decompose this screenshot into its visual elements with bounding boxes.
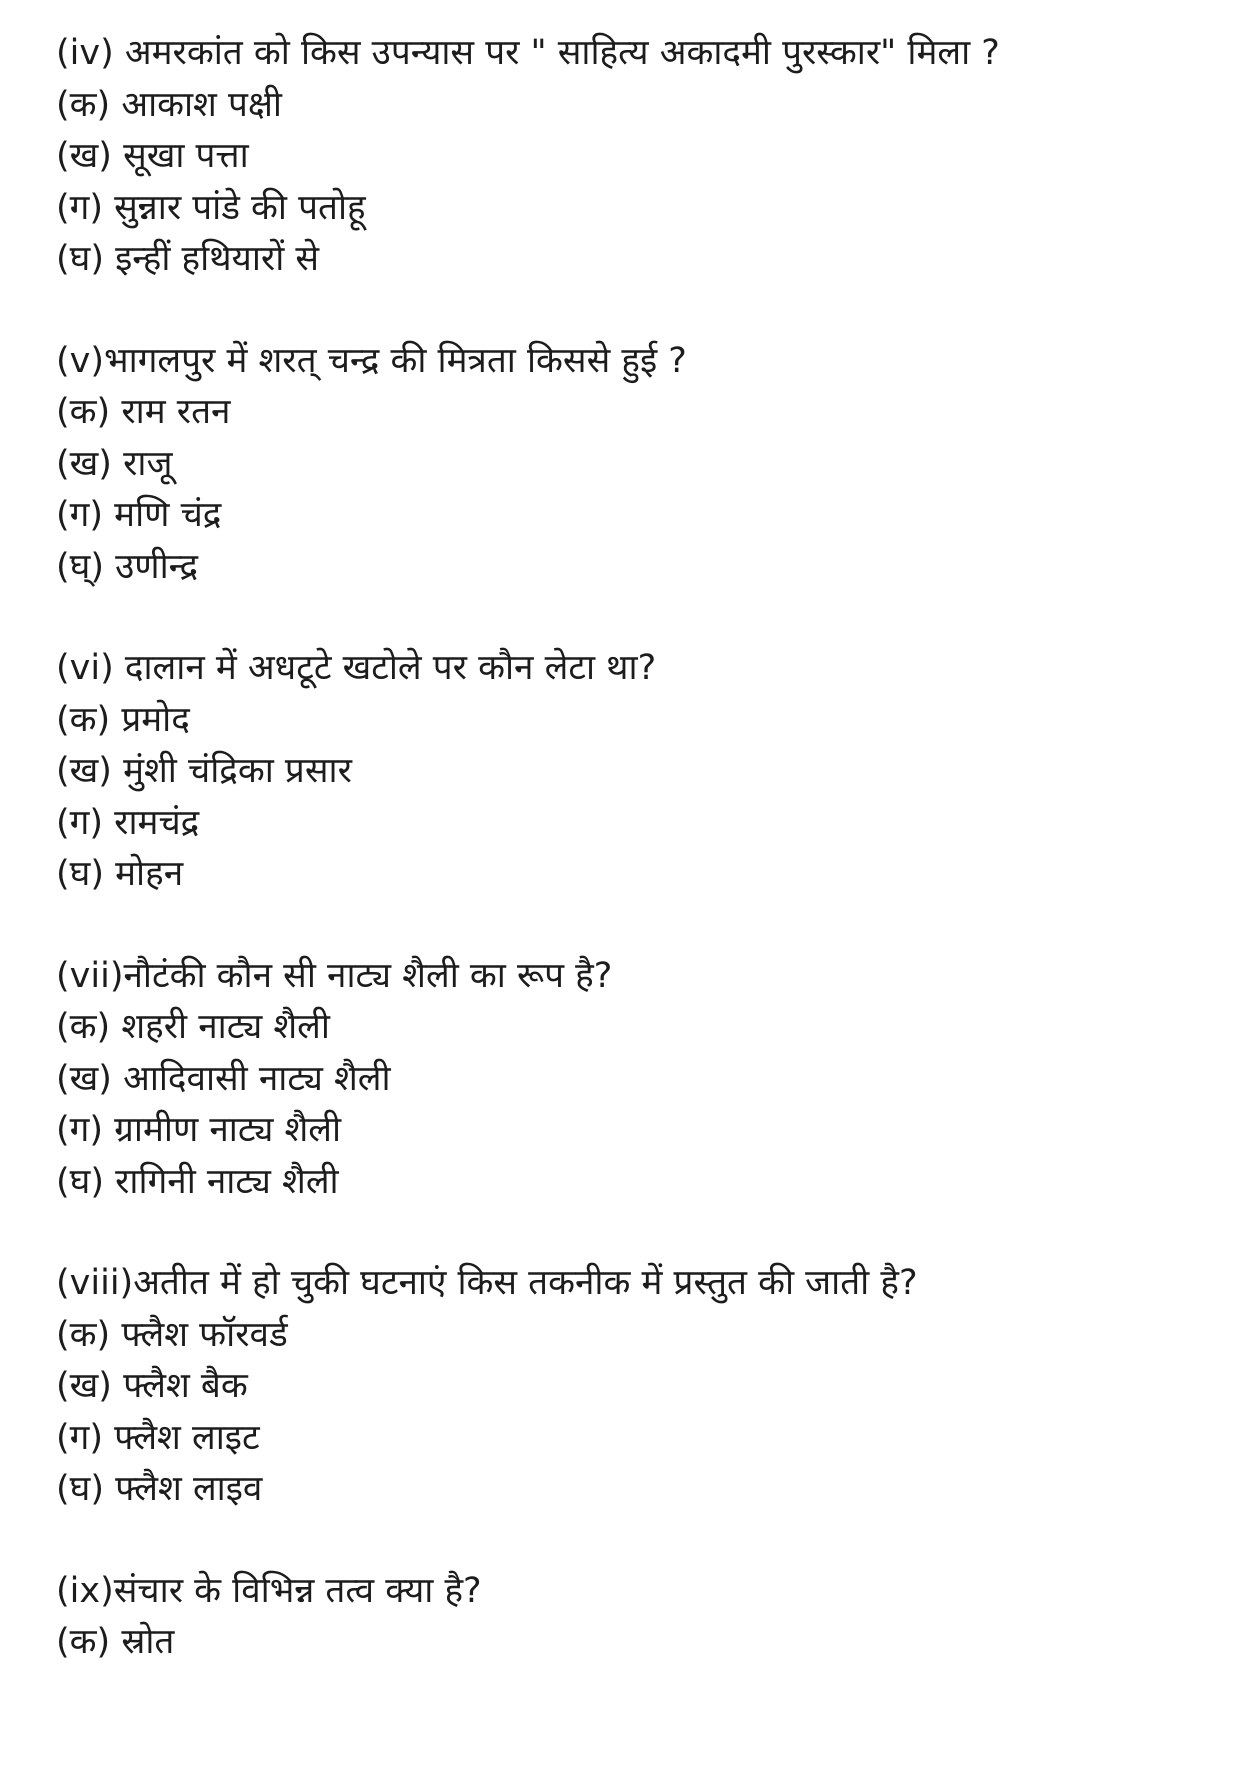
- option: (ग) ग्रामीण नाट्य शैली: [56, 1110, 342, 1150]
- question-text: (vii)नौटंकी कौन सी नाट्य शैली का रूप है?: [56, 955, 613, 996]
- option: (ख) राजू: [56, 443, 173, 484]
- option: (ख) फ्लैश बैक: [56, 1366, 248, 1406]
- question-text: (viii)अतीत में हो चुकी घटनाएं किस तकनीक में प्रस्तुत की जाती है?: [56, 1263, 918, 1303]
- question-text: (v)भागलपुर में शरत् चन्द्र की मित्रता किससे हुई ?: [56, 340, 687, 381]
- option: (घ्) उणीन्द्र: [56, 546, 199, 587]
- question-page: [56, 28, 1210, 1719]
- option: (घ) मोहन: [56, 854, 184, 894]
- question-v: [56, 336, 1210, 594]
- question-text: (iv) अमरकांत को किस उपन्यास पर " साहित्य अकादमी पुरस्कार" मिला ?: [56, 33, 1000, 73]
- question-vi: [56, 643, 1210, 901]
- question-viii: [56, 1258, 1210, 1516]
- option: (क) राम रतन: [56, 392, 231, 432]
- question-text: (ix)संचार के विभिन्न तत्व क्या है?: [56, 1570, 482, 1611]
- option: (ग) सुन्नार पांडे की पतोहू: [56, 187, 366, 228]
- option: (ख) मुंशी चंद्रिका प्रसार: [56, 751, 352, 791]
- option: (ख) सूखा पत्ता: [56, 136, 249, 176]
- question-vii: [56, 951, 1210, 1209]
- option: (ख) आदिवासी नाट्य शैली: [56, 1058, 391, 1099]
- question-ix: [56, 1566, 1210, 1669]
- option: (क) शहरी नाट्य शैली: [56, 1007, 330, 1047]
- option: (ग) मणि चंद्र: [56, 495, 222, 535]
- option: (क) प्रमोद: [56, 699, 190, 740]
- option: (घ) रागिनी नाट्य शैली: [56, 1161, 339, 1202]
- option: (क) फ्लैश फॉरवर्ड: [56, 1314, 288, 1355]
- option: (घ) फ्लैश लाइव: [56, 1469, 263, 1509]
- question-iv: [56, 28, 1210, 286]
- question-text: (vi) दालान में अधटूटे खटोले पर कौन लेटा था?: [56, 648, 657, 688]
- option: (घ) इन्हीं हथियारों से: [56, 239, 320, 279]
- option: (क) स्रोत: [56, 1622, 175, 1662]
- option: (क) आकाश पक्षी: [56, 84, 282, 125]
- option: (ग) रामचंद्र: [56, 802, 200, 843]
- option: (ग) फ्लैश लाइट: [56, 1417, 260, 1458]
